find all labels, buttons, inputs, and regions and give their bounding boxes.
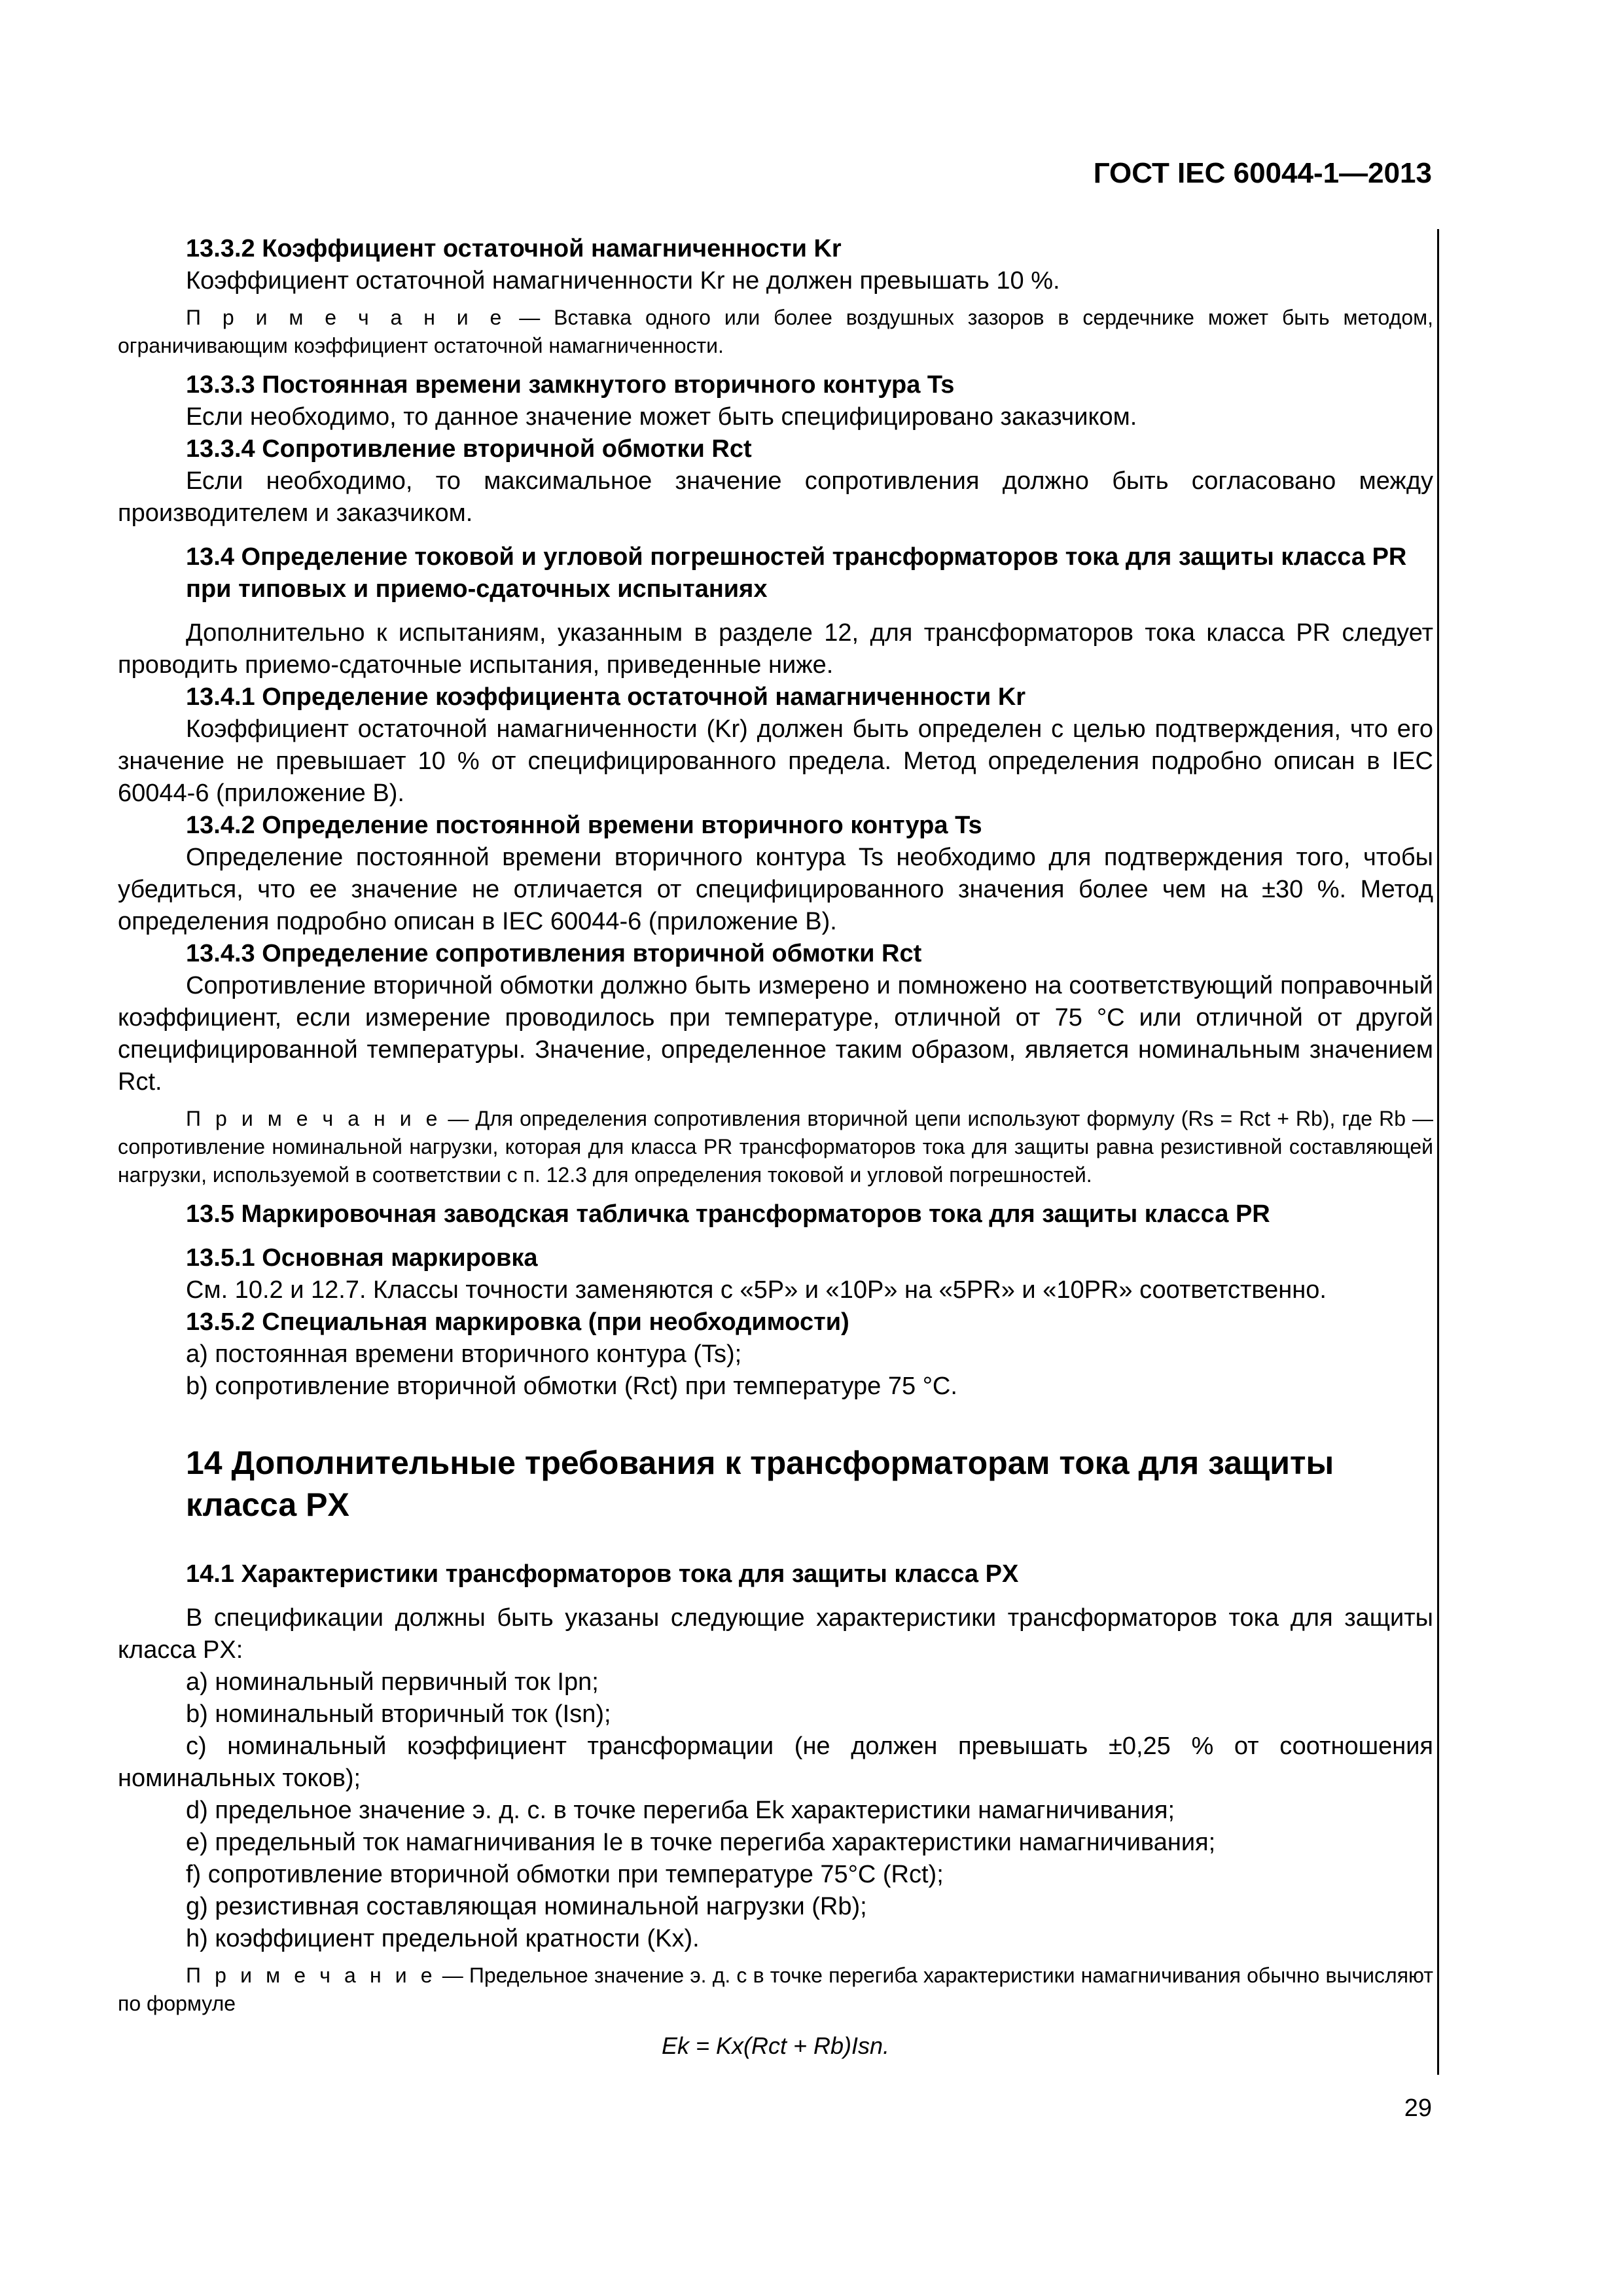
heading-13-4-3: 13.4.3 Определение сопротивления вторичной обмотки Rct bbox=[186, 940, 922, 967]
paragraph: Коэффициент остаточной намагниченности (Kr) должен быть определен с целью подтверждения, что его значение не превышает 10 % от специфицированного предела. Метод определения подробно описан в IEC 60044-6 (приложение B). bbox=[118, 715, 1433, 807]
note-text: — Для определения сопротивления вторичной цепи используют формулу (Rs = Rct + Rb), где Rb — сопротивление номинальной нагрузки, которая для класса PR трансформаторов тока для защиты равна резистивной составляющей нагрузки, используемой в соответствии с п. 12.3 для определения токовой и угловой погрешностей. bbox=[118, 1107, 1434, 1187]
heading-13-3-4: 13.3.4 Сопротивление вторичной обмотки Rct bbox=[186, 435, 752, 463]
paragraph: Коэффициент остаточной намагниченности Kr не должен превышать 10 %. bbox=[186, 267, 1060, 295]
note-label: П р и м е ч а н и е bbox=[186, 306, 506, 329]
heading-13-4-1: 13.4.1 Определение коэффициента остаточной намагниченности Kr bbox=[186, 683, 1026, 711]
page-number: 29 bbox=[1404, 2094, 1432, 2122]
list-item: b) номинальный вторичный ток (Isn); bbox=[186, 1700, 611, 1728]
paragraph: Если необходимо, то максимальное значение сопротивления должно быть согласовано между производителем и заказчиком. bbox=[118, 467, 1433, 527]
note bbox=[118, 1105, 1433, 1189]
heading-13-3-2: 13.3.2 Коэффициент остаточной намагниченности Kr bbox=[186, 235, 842, 262]
heading-13-5-2: 13.5.2 Специальная маркировка (при необходимости) bbox=[186, 1308, 849, 1336]
heading-14-1: 14.1 Характеристики трансформаторов тока для защиты класса PX bbox=[186, 1560, 1019, 1588]
document-header: ГОСТ IEC 60044-1—2013 bbox=[1093, 157, 1432, 189]
margin-change-bar bbox=[1437, 229, 1439, 2075]
paragraph: Если необходимо, то данное значение может быть специфицировано заказчиком. bbox=[186, 403, 1137, 431]
note bbox=[118, 304, 1433, 360]
paragraph: В спецификации должны быть указаны следующие характеристики трансформаторов тока для защиты класса PX: bbox=[118, 1604, 1433, 1664]
paragraph: См. 10.2 и 12.7. Классы точности заменяются с «5P» и «10P» на «5PR» и «10PR» соответственно. bbox=[186, 1276, 1327, 1304]
list-item: f) сопротивление вторичной обмотки при температуре 75°C (Rct); bbox=[186, 1861, 944, 1888]
paragraph: Сопротивление вторичной обмотки должно быть измерено и помножено на соответствующий поправочный коэффициент, если измерение проводилось при температуре, отличной от 75 °C или отличной от другой специфицированной температуры. Значение, определенное таким образом, является номинальным значением Rct. bbox=[118, 972, 1433, 1096]
formula: Ek = Kx(Rct + Rb)Isn. bbox=[661, 2032, 890, 2059]
list-item: e) предельный ток намагничивания Ie в точке перегиба характеристики намагничивания; bbox=[186, 1829, 1216, 1856]
note bbox=[118, 1962, 1433, 2018]
heading-13-4: 13.4 Определение токовой и угловой погрешностей трансформаторов тока для защиты класса PR при типовых и приемо-сдаточных испытаниях bbox=[186, 543, 1407, 603]
list-item: g) резистивная составляющая номинальной нагрузки (Rb); bbox=[186, 1893, 867, 1920]
paragraph: Дополнительно к испытаниям, указанным в разделе 12, для трансформаторов тока класса PR следует проводить приемо-сдаточные испытания, приведенные ниже. bbox=[118, 619, 1433, 679]
list-item: d) предельное значение э. д. с. в точке перегиба Ek характеристики намагничивания; bbox=[186, 1797, 1175, 1824]
heading-14: 14 Дополнительные требования к трансформаторам тока для защиты класса PX bbox=[186, 1444, 1334, 1523]
paragraph: Определение постоянной времени вторичного контура Ts необходимо для подтверждения того, чтобы убедиться, что ее значение не отличается от специфицированного значения более чем на ±30 %. Метод определения подробно описан в IEC 60044-6 (приложение B). bbox=[118, 844, 1433, 935]
list-item: b) сопротивление вторичной обмотки (Rct) при температуре 75 °C. bbox=[186, 1372, 957, 1400]
list-item: c) номинальный коэффициент трансформации (не должен превышать ±0,25 % от соотношения номинальных токов); bbox=[118, 1732, 1433, 1792]
list-item: h) коэффициент предельной кратности (Kx). bbox=[186, 1925, 700, 1952]
list-item: a) номинальный первичный ток Ipn; bbox=[186, 1668, 599, 1696]
list-item: a) постоянная времени вторичного контура (Ts); bbox=[186, 1340, 742, 1368]
note-label: П р и м е ч а н и е bbox=[186, 1964, 437, 1987]
heading-13-4-2: 13.4.2 Определение постоянной времени вторичного контура Ts bbox=[186, 812, 982, 839]
note-text: — Предельное значение э. д. с в точке перегиба характеристики намагничивания обычно вычисляют по формуле bbox=[118, 1964, 1434, 2015]
note-label: П р и м е ч а н и е bbox=[186, 1107, 442, 1130]
note-text: — Вставка одного или более воздушных зазоров в сердечнике может быть методом, ограничивающим коэффициент остаточной намагниченности. bbox=[118, 306, 1434, 357]
heading-13-5: 13.5 Маркировочная заводская табличка трансформаторов тока для защиты класса PR bbox=[186, 1200, 1270, 1228]
page-content bbox=[118, 233, 1433, 2062]
heading-13-3-3: 13.3.3 Постоянная времени замкнутого вторичного контура Ts bbox=[186, 371, 955, 399]
heading-13-5-1: 13.5.1 Основная маркировка bbox=[186, 1244, 538, 1272]
